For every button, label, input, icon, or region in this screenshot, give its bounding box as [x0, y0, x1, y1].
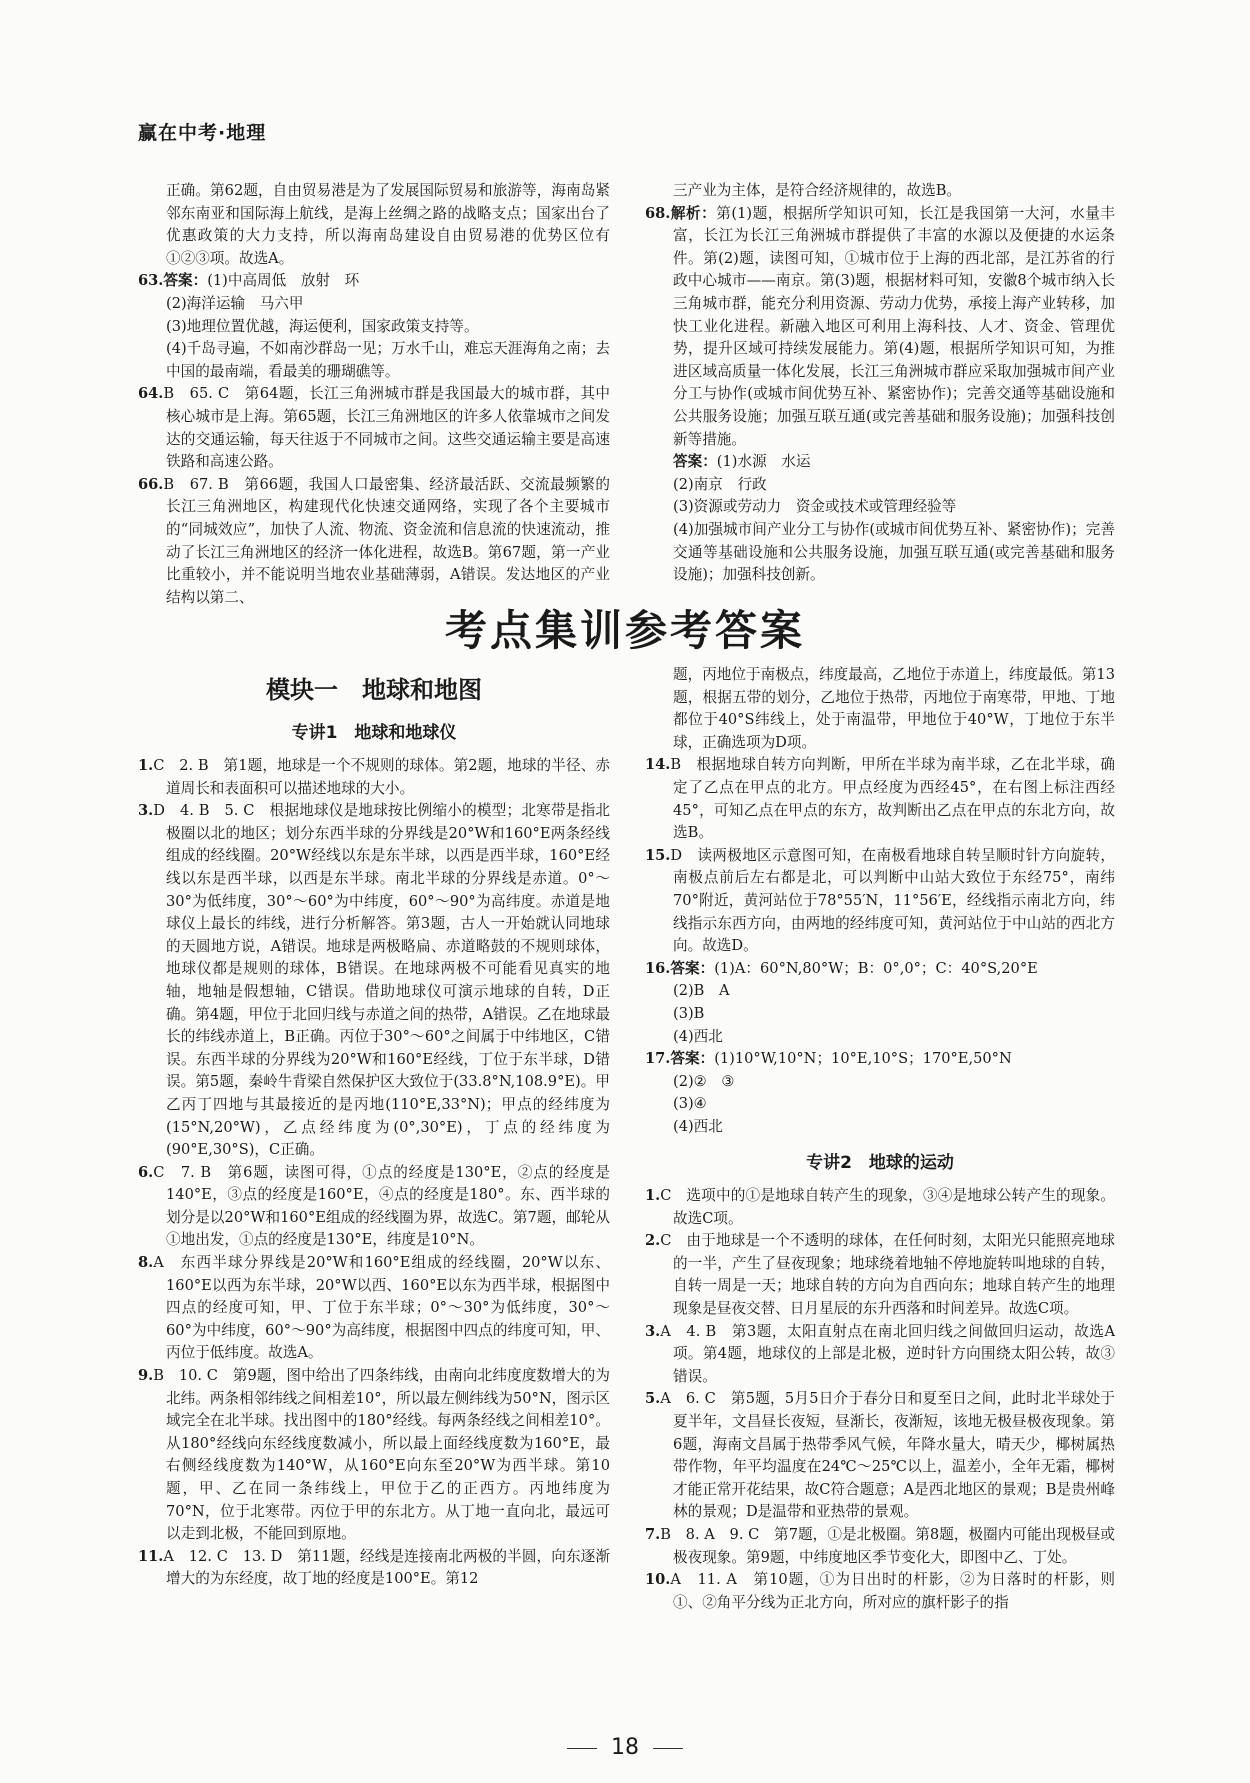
answer-paragraph	[645, 180, 1115, 203]
answer-text: B 8. A 9. C 第7题，①是北极圈。第8题，极圈内可能出现极昼或极夜现象。第9题，中纬度地区季节变化大，即图中乙、丁处。	[660, 1525, 1115, 1566]
answer-text: (4)西北	[673, 1117, 723, 1135]
answer-paragraph	[645, 1321, 1115, 1389]
question-number: 6.	[138, 1163, 154, 1181]
answer-text: (1)中高周低 放射 环	[207, 272, 360, 290]
answer-text: A 东西半球分界线是20°W和160°E组成的经线圈，20°W以东、160°E以西为东半球，20°W以西、160°E以东为西半球，根据图中四点的经度可知，甲、丁位于东半球；0°～30°为低纬度，30°～60°为中纬度，60°～90°为高纬度，根据图中四点的纬度可知，甲、丙位于低纬度。故选A。	[153, 1254, 610, 1362]
answer-text: (4)加强城市间产业分工与协作(或城市间优势互补、紧密协作)；完善交通等基础设施和公共服务设施，加强互联互通(或完善基础和服务设施)；加强科技创新。	[673, 520, 1115, 584]
answer-text: A 12. C 13. D 第11题，经线是连接南北两极的半圆，向东逐渐增大的为东经度，故丁地的经度是100°E。第12	[163, 1547, 610, 1588]
answer-paragraph	[645, 474, 1115, 497]
answer-text: A 11. A 第10题，①为日出时的杆影，②为日落时的杆影，则①、②角平分线为正北方向，所对应的旗杆影子的指	[670, 1571, 1115, 1611]
answer-text: A 4. B 第3题，太阳直射点在南北回归线之间做回归运动，故选A项。第4题，地球仪的上部是北极，逆时针方向围绕太阳公转，故③错误。	[660, 1322, 1115, 1385]
answer-text: (2)B A	[673, 982, 730, 1000]
answer-text: (4)西北	[673, 1027, 723, 1045]
answer-text: 正确。第62题，自由贸易港是为了发展国际贸易和旅游等，海南岛紧邻东南亚和国际海上航线，是海上丝绸之路的战略支点；国家出台了优惠政策的大力支持，所以海南岛建设自由贸易港的优势区位有①②③项。故选A。	[166, 182, 610, 267]
question-number: 5.	[645, 1390, 661, 1408]
footer-dash-right	[653, 1748, 683, 1749]
answer-paragraph	[645, 1093, 1115, 1116]
answer-paragraph	[645, 980, 1115, 1003]
answer-text: 第(1)题，根据所学知识可知，长江是我国第一大河，水量丰富，长江为长江三角洲城市群提供了丰富的水源以及便捷的水运条件。第(2)题，读图可知，①城市位于上海的西北部，是江苏省的行政中心城市——南京。第(3)题，根据材料可知，安徽8个城市纳入长三角城市群，能充分利用资源、劳动力优势，承接上海产业转移，加快工业化进程。新融入地区可利用上海科技、人才、资金、管理优势，提升区域可持续发展能力。第(4)题，根据所学知识可知，为推进区域高质量一体化发展，长江三角洲城市群应采取加强城市间产业分工与协作(或城市间优势互补、紧密协作)；完善交通等基础设施和公共服务设施；加强互联互通(或完善基础和服务设施)；加强科技创新等措施。	[673, 204, 1115, 448]
question-number: 15.	[645, 846, 671, 864]
answer-text: C 7. B 第6题，读图可得，①点的经度是130°E，②点的经度是140°E，③点的经度是160°E，④点的经度是180°。东、西半球的划分是以20°W和160°E组成的经线圈为界，故选C。第7题，邮轮从①地出发，①点的经度是130°E，纬度是10°N。	[153, 1163, 610, 1249]
answer-text: C 2. B 第1题，地球是一个不规则的球体。第2题，地球的半径、赤道周长和表面积可以描述地球的大小。	[153, 757, 610, 797]
answer-paragraph	[138, 316, 610, 339]
question-number: 1.	[138, 757, 154, 774]
answer-paragraph	[645, 1230, 1115, 1320]
answer-text: (1)10°W,10°N；10°E,10°S；170°E,50°N	[714, 1050, 1012, 1068]
answer-text: (2)海洋运输 马六甲	[166, 294, 304, 312]
answer-paragraph	[138, 383, 610, 473]
lecture-1-title: 专讲1 地球和地球仪	[291, 723, 457, 743]
question-number: 68.	[645, 204, 671, 222]
answer-paragraph	[138, 474, 610, 610]
answer-text: 三产业为主体，是符合经济规律的，故选B。	[673, 182, 962, 199]
question-number: 64.	[138, 385, 164, 403]
answer-text: (2)② ③	[673, 1072, 735, 1090]
answer-label: 解析：	[670, 204, 717, 222]
answer-paragraph	[645, 451, 1115, 474]
answer-paragraph	[645, 203, 1115, 452]
question-number: 66.	[138, 475, 164, 493]
answer-text: C 选项中的①是地球自转产生的现象，③④是地球公转产生的现象。故选C项。	[660, 1187, 1115, 1227]
answer-paragraph	[645, 845, 1115, 958]
answer-text: (1)A：60°N,80°W；B：0°,0°；C：40°S,20°E	[714, 959, 1038, 977]
answer-paragraph	[645, 958, 1115, 981]
answer-paragraph	[138, 1546, 610, 1591]
module-title: 模块一 地球和地图	[266, 676, 482, 704]
answer-text: (3)④	[673, 1095, 707, 1113]
answer-label: 答案：	[670, 1050, 715, 1068]
running-header: 赢在中考·地理	[138, 122, 267, 144]
question-number: 2.	[645, 1232, 661, 1250]
question-number: 14.	[645, 756, 671, 774]
footer-dash-left	[567, 1748, 597, 1749]
answer-text: D 读两极地区示意图可知，在南极看地球自转呈顺时针方向旋转，南极点前后左右都是北，可以判断中山站大致位于东经75°，南纬70°附近，黄河站位于78°55′N，11°56′E，经线指示南北方向，纬线指示东西方向，由两地的经纬度可知，黄河站位于中山站的西北方向。故选D。	[670, 846, 1115, 955]
answer-text: D 4. B 5. C 根据地球仪是地球按比例缩小的模型；北寒带是指北极圈以北的地区；划分东西半球的分界线是20°W和160°E两条经线组成的经线圈。20°W经线以东是东半球，以西是西半球，160°E经线以东是西半球，以西是东半球。南北半球的分界线是赤道。0°～30°为低纬度，30°～60°为中纬度，60°～90°为高纬度。赤道是地球仪上最长的纬线，进行分析解答。第3题，古人一开始就认同地球的天圆地方说，A错误。地球是两极略扁、赤道略鼓的不规则球体，地球仪都是规则的球体，B错误。在地球两极不可能看见真实的地轴，地轴是假想轴，C错误。借助地球仪可演示地球的自转，D正确。第4题，甲位于北回归线与赤道之间的热带，A错误。乙在地球最长的纬线赤道上，B正确。丙位于30°～60°之间属于中纬地区，C错误。东西半球的分界线为20°W和160°E经线，丁位于东半球，D错误。第5题，秦岭牛背梁自然保护区大致位于(33.8°N,108.9°E)。甲乙丙丁四地与其最接近的是丙地(110°E,33°N)；甲点的经纬度为(15°N,20°W)，乙点经纬度为(0°,30°E)，丁点的经纬度为(90°E,30°S)，C正确。	[153, 802, 610, 1159]
top-right-column	[645, 180, 1115, 587]
question-number: 3.	[138, 802, 154, 820]
question-number: 1.	[645, 1187, 661, 1205]
question-number: 16.	[645, 959, 671, 977]
answer-text: B 根据地球自转方向判断，甲所在半球为南半球，乙在北半球，确定了乙点在甲点的北方。甲点经度为西经45°，在右图上标注西经45°，可知乙点在甲点的东方，故判断出乙点在甲点的东北方向，故选B。	[670, 756, 1115, 842]
top-left-column	[138, 180, 610, 609]
answer-paragraph	[645, 496, 1115, 519]
answer-paragraph	[138, 1162, 610, 1252]
answer-paragraph	[138, 800, 610, 1162]
lecture-2-title: 专讲2 地球的运动	[806, 1153, 954, 1174]
question-number: 8.	[138, 1254, 154, 1272]
bottom-right-b	[645, 1185, 1115, 1614]
answer-paragraph	[138, 755, 610, 800]
bottom-left-column	[138, 755, 610, 1591]
answer-label: 答案：	[673, 453, 717, 471]
answer-paragraph	[645, 1048, 1115, 1071]
question-number: 7.	[645, 1525, 661, 1543]
answer-paragraph	[645, 1003, 1115, 1026]
answer-paragraph	[645, 1569, 1115, 1614]
answer-text: (3)地理位置优越，海运便利，国家政策支持等。	[166, 317, 479, 335]
page-number-footer	[0, 1735, 1250, 1760]
answer-paragraph	[645, 1071, 1115, 1094]
question-number: 63.	[138, 272, 164, 290]
section-title: 考点集训参考答案	[444, 606, 805, 655]
answer-text: (1)水源 水运	[716, 453, 811, 471]
answer-paragraph	[645, 1116, 1115, 1139]
answer-text: B 67. B 第66题，我国人口最密集、经济最活跃、交流最频繁的长江三角洲地区，构建现代化快速交通网络，实现了各个主要城市的“同城效应”，加快了人流、物流、资金流和信息流的快速流动，推动了长江三角洲地区的经济一体化进程，故选B。第67题，第一产业比重较小，并不能说明当地农业基础薄弱，A错误。发达地区的产业结构以第二、	[163, 475, 610, 606]
answer-text: B 65. C 第64题，长江三角洲城市群是我国最大的城市群，其中核心城市是上海。第65题，长江三角洲地区的许多人依靠城市之间发达的交通运输，每天往返于不同城市之间。这些交通运输主要是高速铁路和高速公路。	[163, 385, 610, 471]
question-number: 10.	[645, 1571, 671, 1589]
question-number: 9.	[138, 1367, 154, 1385]
answer-paragraph	[138, 1252, 610, 1365]
bottom-right-a	[645, 664, 1115, 1138]
answer-text: 题，丙地位于南极点，纬度最高，乙地位于赤道上，纬度最低。第13题，根据五带的划分，乙地位于热带，丙地位于南寒带，甲地、丁地都位于40°S纬线上，处于南温带，甲地位于40°W，丁地位于东半球，正确选项为D项。	[673, 666, 1115, 751]
answer-paragraph	[138, 1365, 610, 1546]
answer-label: 答案：	[670, 959, 715, 977]
answer-paragraph	[138, 270, 610, 293]
answer-paragraph	[645, 1388, 1115, 1524]
answer-text: (3)B	[673, 1004, 705, 1022]
answer-paragraph	[645, 519, 1115, 587]
question-number: 17.	[645, 1050, 671, 1068]
answer-paragraph	[645, 754, 1115, 844]
answer-text: B 10. C 第9题，图中给出了四条纬线，由南向北纬度度数增大的为北纬。两条相邻纬线之间相差10°，所以最左侧纬线为50°N，图示区域完全在北半球。找出图中的180°经线。每两条经线之间相差10°。从180°经线向东经线度数减小，所以最上面经线度数为160°E，最右侧经线度数为140°W，从160°E向东至20°W为西半球。第10题，甲、乙在同一条纬线上，甲位于乙的正西方。丙地纬度为70°N，位于北寒带。丙位于甲的东北方。从丁地一直向北，最远可以走到北极，不能回到原地。	[153, 1367, 610, 1543]
answer-text: A 6. C 第5题，5月5日介于春分日和夏至日之间，此时北半球处于夏半年，文昌昼长夜短，昼渐长，夜渐短，该地无极昼极夜现象。第6题，海南文昌属于热带季风气候，年降水量大，晴天少，椰树属热带作物，年平均温度在24℃～25℃以上，温差小，全年无霜，椰树才能正常开花结果，故C符合题意；A是西北地区的景观；B是贵州峰林的景观；D是温带和亚热带的景观。	[660, 1390, 1115, 1521]
question-number: 11.	[138, 1547, 164, 1565]
answer-paragraph	[645, 1026, 1115, 1049]
answer-text: C 由于地球是一个不透明的球体，在任何时刻，太阳光只能照亮地球的一半，产生了昼夜现象；地球绕着地轴不停地旋转叫地球的自转，自转一周是一天；地球自转的方向为自西向东；地球自转产生的地理现象是昼夜交替、日月星辰的东升西落和时间差异。故选C项。	[660, 1232, 1115, 1318]
answer-paragraph	[138, 180, 610, 270]
answer-label: 答案：	[163, 272, 208, 290]
question-number: 3.	[645, 1322, 661, 1340]
answer-text: (2)南京 行政	[673, 475, 767, 493]
page-number: 18	[611, 1735, 639, 1760]
answer-paragraph	[138, 338, 610, 383]
answer-text: (3)资源或劳动力 资金或技术或管理经验等	[673, 498, 957, 516]
answer-paragraph	[645, 1524, 1115, 1569]
answer-paragraph	[138, 293, 610, 316]
bottom-right-column	[645, 664, 1115, 1614]
answer-text: (4)千岛寻遍，不如南沙群岛一见；万水千山，难忘天涯海角之南；去中国的最南端，看最美的珊瑚礁等。	[166, 340, 610, 380]
answer-paragraph	[645, 664, 1115, 754]
answer-paragraph	[645, 1185, 1115, 1230]
